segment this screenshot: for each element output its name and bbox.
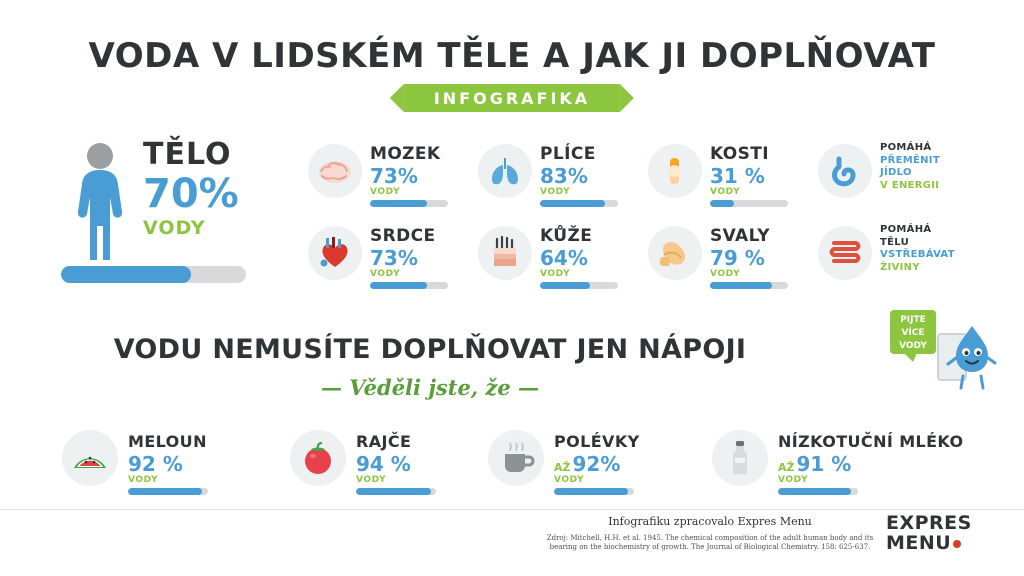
body-percent: 70%: [143, 171, 239, 217]
bubble-line: VODY: [899, 341, 927, 351]
benefit-text-group: [880, 142, 940, 192]
benefit-line: ŽIVINY: [880, 261, 920, 273]
food-name: POLÉVKY: [554, 432, 640, 451]
organ-progress-bar: [710, 282, 788, 289]
organ-card-kosti: [648, 140, 798, 222]
tomato-icon: [290, 430, 346, 486]
muscle-icon: [648, 226, 702, 280]
organ-name: MOZEK: [370, 144, 441, 164]
benefit-line: PŘEMĚNIT: [880, 154, 940, 166]
organ-progress-fill: [710, 282, 772, 289]
organ-card-svaly: [648, 222, 798, 304]
organ-percent: 31 %: [710, 164, 765, 188]
mascot-group: [890, 310, 1000, 390]
food-prefix: AŽ: [554, 461, 571, 474]
body-progress-bar: [61, 266, 246, 283]
food-progress-bar: [128, 488, 208, 495]
mid-headline: VODU NEMUSÍTE DOPLŇOVAT JEN NÁPOJI: [113, 334, 747, 365]
page-title: VODA V LIDSKÉM TĚLE A JAK JI DOPLŇOVAT: [88, 36, 936, 76]
benefit-line: VSTŘEBÁVAT: [880, 249, 955, 260]
organ-progress-fill: [370, 200, 427, 207]
heart-icon: [308, 226, 362, 280]
benefit-card-stomach: [818, 140, 968, 222]
organ-name: SRDCE: [370, 226, 436, 246]
organ-card-mozek: [308, 140, 458, 222]
food-water-label: VODY: [356, 475, 387, 485]
human-body-icon: [65, 142, 135, 262]
intestine-icon: [818, 226, 872, 280]
expres-menu-logo: [886, 514, 994, 553]
organ-card-srdce: [308, 222, 458, 304]
organ-name: PLÍCE: [540, 144, 596, 164]
mid-subline: — Věděli jste, že —: [320, 375, 540, 400]
food-prefix: AŽ: [778, 461, 795, 474]
organ-water-label: VODY: [540, 269, 571, 279]
organ-progress-fill: [370, 282, 427, 289]
speech-bubble: [890, 310, 936, 354]
benefit-line: JÍDLO: [880, 167, 912, 178]
organ-percent: 64%: [540, 246, 588, 270]
food-percent: [554, 452, 620, 476]
body-water-label: VODY: [143, 217, 206, 239]
organ-progress-bar: [370, 282, 448, 289]
benefit-line: POMÁHÁ: [880, 142, 932, 153]
food-progress-bar: [356, 488, 436, 495]
footer-divider: [0, 509, 1024, 510]
food-name: RAJČE: [356, 432, 412, 451]
infografika-ribbon: INFOGRAFIKA: [404, 84, 620, 112]
source-line: bearing on the biochemistry of growth. The Journal of Biological Chemistry. 158: 625-637.: [549, 543, 871, 551]
organ-progress-fill: [540, 282, 590, 289]
milk-bottle-icon: [712, 430, 768, 486]
organ-name: SVALY: [710, 226, 770, 246]
benefit-card-intestine: [818, 222, 968, 304]
bubble-line: PIJTE: [900, 315, 926, 325]
food-progress-fill: [128, 488, 202, 495]
organ-water-label: VODY: [710, 187, 741, 197]
organ-water-label: VODY: [540, 187, 571, 197]
organ-progress-bar: [710, 200, 788, 207]
source-line: Zdroj: Mitchell, H.H. et al. 1945. The chemical composition of the adult human body and its: [546, 534, 874, 542]
organ-water-label: VODY: [370, 269, 401, 279]
organ-percent: 73%: [370, 164, 418, 188]
organ-name: KOSTI: [710, 144, 770, 164]
food-progress-fill: [356, 488, 431, 495]
watermelon-icon: [62, 430, 118, 486]
brain-icon: [308, 144, 362, 198]
organ-card-plice: [478, 140, 628, 222]
water-drop-mascot-icon: [932, 318, 998, 390]
skin-icon: [478, 226, 532, 280]
food-water-label: VODY: [554, 475, 585, 485]
body-label-group: [143, 138, 239, 240]
food-percent-value: 91 %: [796, 452, 852, 476]
food-percent-value: 92%: [572, 452, 621, 476]
bubble-line: VÍCE: [901, 328, 925, 338]
benefit-text-group: [880, 224, 955, 274]
benefit-line: V ENERGII: [880, 179, 940, 191]
logo-line-2: [886, 533, 994, 553]
food-percent: 94 %: [356, 452, 411, 476]
body-water-block: [55, 138, 295, 298]
food-name: MELOUN: [128, 432, 207, 451]
organ-water-label: VODY: [370, 187, 401, 197]
organ-percent: 83%: [540, 164, 588, 188]
organ-progress-fill: [710, 200, 734, 207]
organ-card-kuze: [478, 222, 628, 304]
food-progress-bar: [778, 488, 858, 495]
organ-progress-bar: [540, 200, 618, 207]
organ-water-label: VODY: [710, 269, 741, 279]
food-name: NÍZKOTUČNÍ MLÉKO: [778, 432, 964, 451]
food-progress-fill: [778, 488, 851, 495]
body-progress-fill: [61, 266, 191, 283]
food-water-label: VODY: [778, 475, 809, 485]
food-percent: [778, 452, 851, 476]
logo-line-1: EXPRES: [886, 512, 972, 534]
food-progress-bar: [554, 488, 634, 495]
bone-joint-icon: [648, 144, 702, 198]
stomach-icon: [818, 144, 872, 198]
lungs-icon: [478, 144, 532, 198]
benefit-line: POMÁHÁ: [880, 224, 932, 235]
organ-name: KŮŽE: [540, 226, 593, 246]
organ-progress-fill: [540, 200, 605, 207]
benefit-line: TĚLU: [880, 236, 909, 248]
organ-progress-bar: [540, 282, 618, 289]
credit-text: Infografiku zpracovalo Expres Menu: [608, 515, 812, 528]
organ-percent: 73%: [370, 246, 418, 270]
body-label: TĚLO: [143, 137, 232, 172]
food-water-label: VODY: [128, 475, 159, 485]
source-text: [540, 534, 880, 552]
food-percent: 92 %: [128, 452, 183, 476]
logo-dot-icon: [953, 540, 961, 548]
logo-line-2-text: MENU: [886, 532, 952, 554]
organ-progress-bar: [370, 200, 448, 207]
soup-icon: [488, 430, 544, 486]
organ-percent: 79 %: [710, 246, 765, 270]
food-progress-fill: [554, 488, 628, 495]
